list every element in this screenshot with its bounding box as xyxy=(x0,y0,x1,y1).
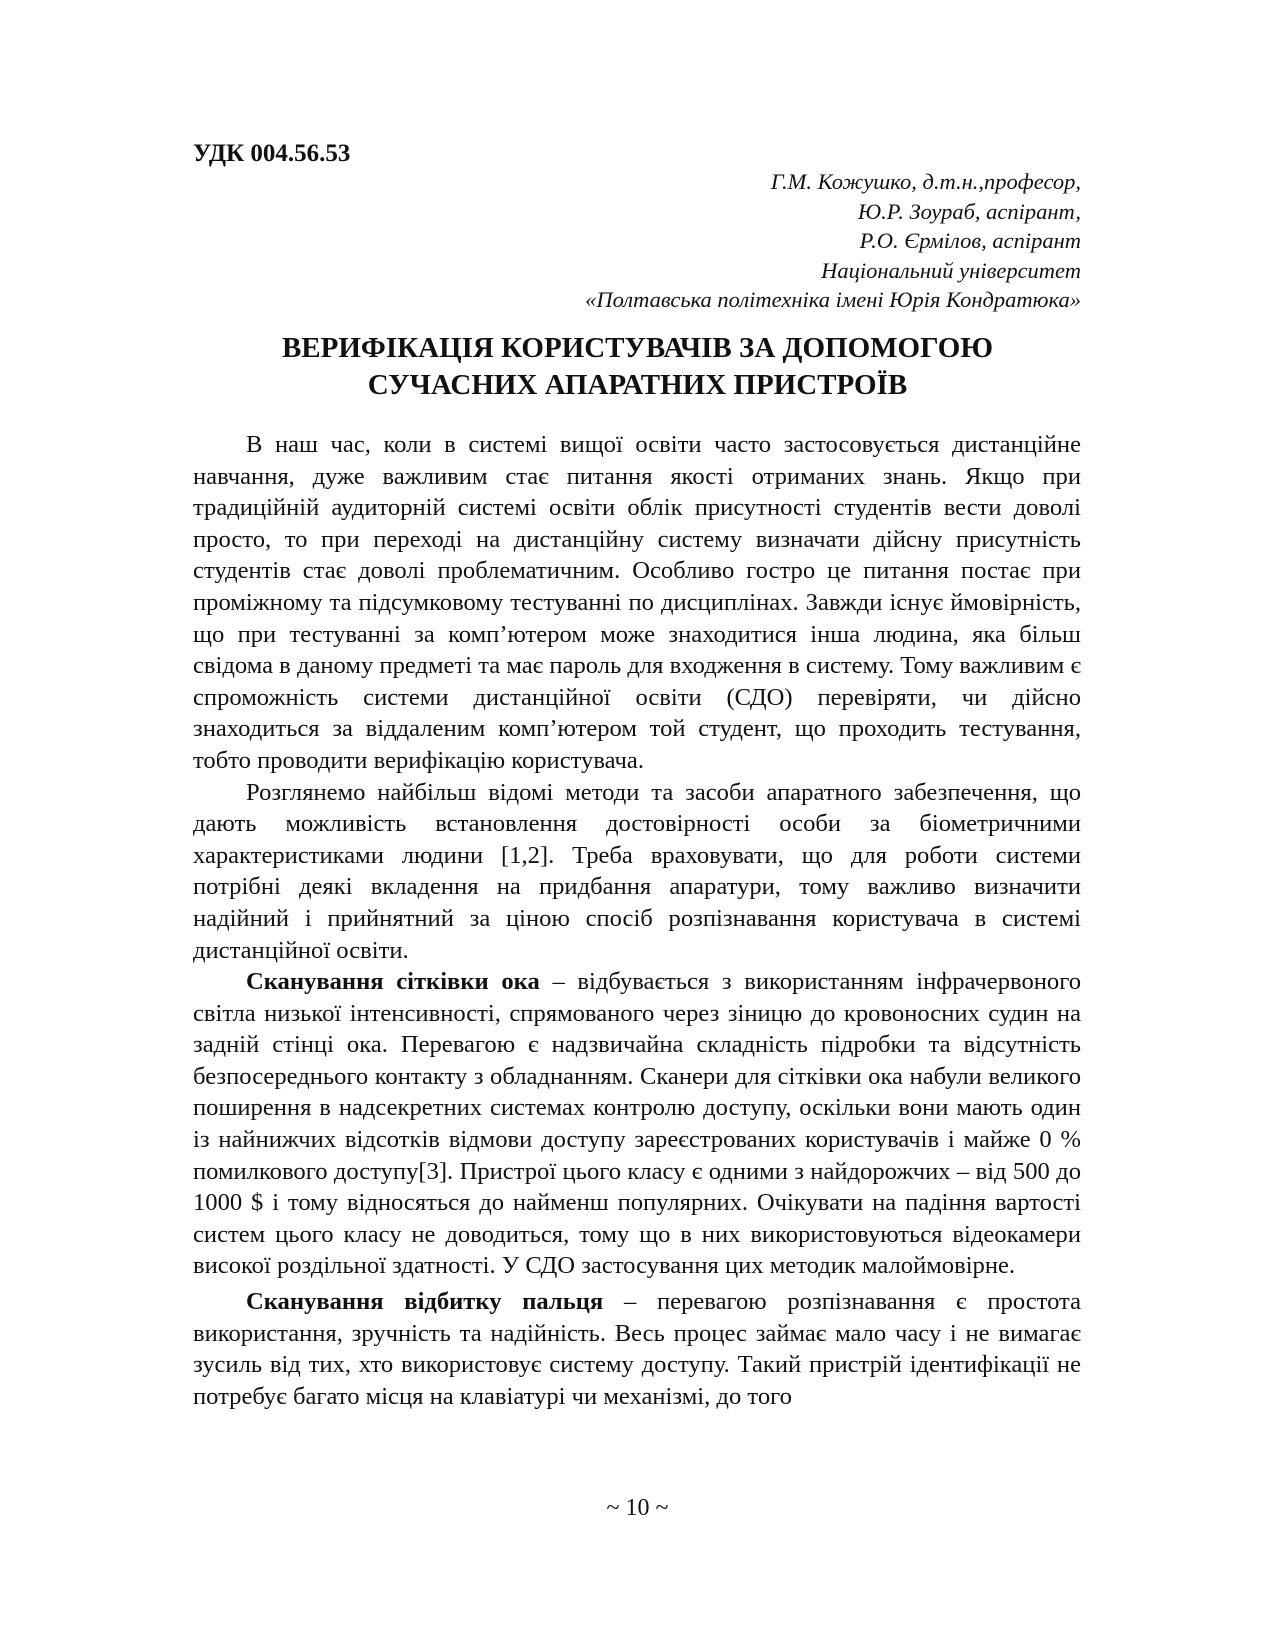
title-line: ВЕРИФІКАЦІЯ КОРИСТУВАЧІВ ЗА ДОПОМОГОЮ xyxy=(281,332,994,364)
paragraph-text: В наш час, коли в системі вищої освіти часто застосовується дистанційне навчання, дуже важливим стає питання якості отриманих знань. Якщо при традиційній аудиторній системі освіти облік присутності студентів вести доволі просто, то при переході на дистанційну систему визначати дійсну присутність студентів стає доволі проблематичним. Особливо гостро це питання постає при проміжному та підсумковому тестуванні по дисциплінах. Завжди існує ймовірність, що при тестуванні за комп’ютером може знаходитися інша людина, яка більш свідома в даному предметі та має пароль для входження в систему. Тому важливим є спроможність системи дистанційної освіти (СДО) перевіряти, чи дійсно знаходиться за віддаленим комп’ютером той студент, що проходить тестування, тобто проводити верифікацію користувача. xyxy=(193,431,1081,774)
affiliation-line: «Полтавська політехніка імені Юрія Кондратюка» xyxy=(585,287,1081,313)
paragraph-text: – перевагою розпізнавання є простота використання, зручність та надійність. Весь процес займає мало часу і не вимагає зусиль від тих, хто використовує систему доступу. Такий пристрій ідентифікації не потребує багато місця на клавіатурі чи механізмі, до того xyxy=(193,1288,1081,1410)
paragraph-text: Розглянемо найбільш відомі методи та засоби апаратного забезпечення, що дають можливість встановлення достовірності особи за біометричними характеристиками людини [1,2]. Треба враховувати, що для роботи системи потрібні деякі вкладення на придбання апаратури, тому важливо визначити надійний і прийнятний за ціною спосіб розпізнавання користувача в системі дистанційної освіти. xyxy=(193,778,1081,964)
title-line: СУЧАСНИХ АПАРАТНИХ ПРИСТРОЇВ xyxy=(367,369,908,401)
paragraph xyxy=(193,429,1081,777)
udk-code: УДК 004.56.53 xyxy=(193,140,351,167)
paper-title xyxy=(150,330,1125,404)
page-number: ~ 10 ~ xyxy=(606,1495,669,1521)
paragraph-lead-term: Сканування відбитку пальця xyxy=(246,1288,604,1316)
paragraph xyxy=(193,1286,1081,1412)
author-line: Г.М. Кожушко, д.т.н.,професор, xyxy=(770,169,1081,194)
paragraph xyxy=(193,966,1081,1282)
body-text xyxy=(193,429,1081,1412)
author-line: Ю.Р. Зоураб, аспірант, xyxy=(857,198,1081,224)
paragraph xyxy=(193,777,1081,967)
affiliation-line: Національний університет xyxy=(821,257,1081,283)
paragraph-text: – відбувається з використанням інфрачервоного світла низької інтенсивності, спрямованого через зіницю до кровоносних судин на задній стінці ока. Перевагою є надзвичайна складність підробки та відсутність безпосереднього контакту з обладнанням. Сканери для сітківки ока набули великого поширення в надсекретних системах контролю доступу, оскільки вони мають один із найнижчих відсотків відмови доступу зареєстрованих користувачів і майже 0 % помилкового доступу[3]. Пристрої цього класу є одними з найдорожчих – від 500 до 1000 $ і тому відносяться до найменш популярних. Очікувати на падіння вартості систем цього класу не доводиться, тому що в них використовуються відеокамери високої роздільної здатності. У СДО застосування цих методик малоймовірне. xyxy=(193,968,1081,1280)
author-block xyxy=(381,167,1081,315)
paragraph-lead-term: Сканування сітківки ока xyxy=(246,968,540,996)
author-line: Р.О. Єрмілов, аспірант xyxy=(859,228,1081,254)
